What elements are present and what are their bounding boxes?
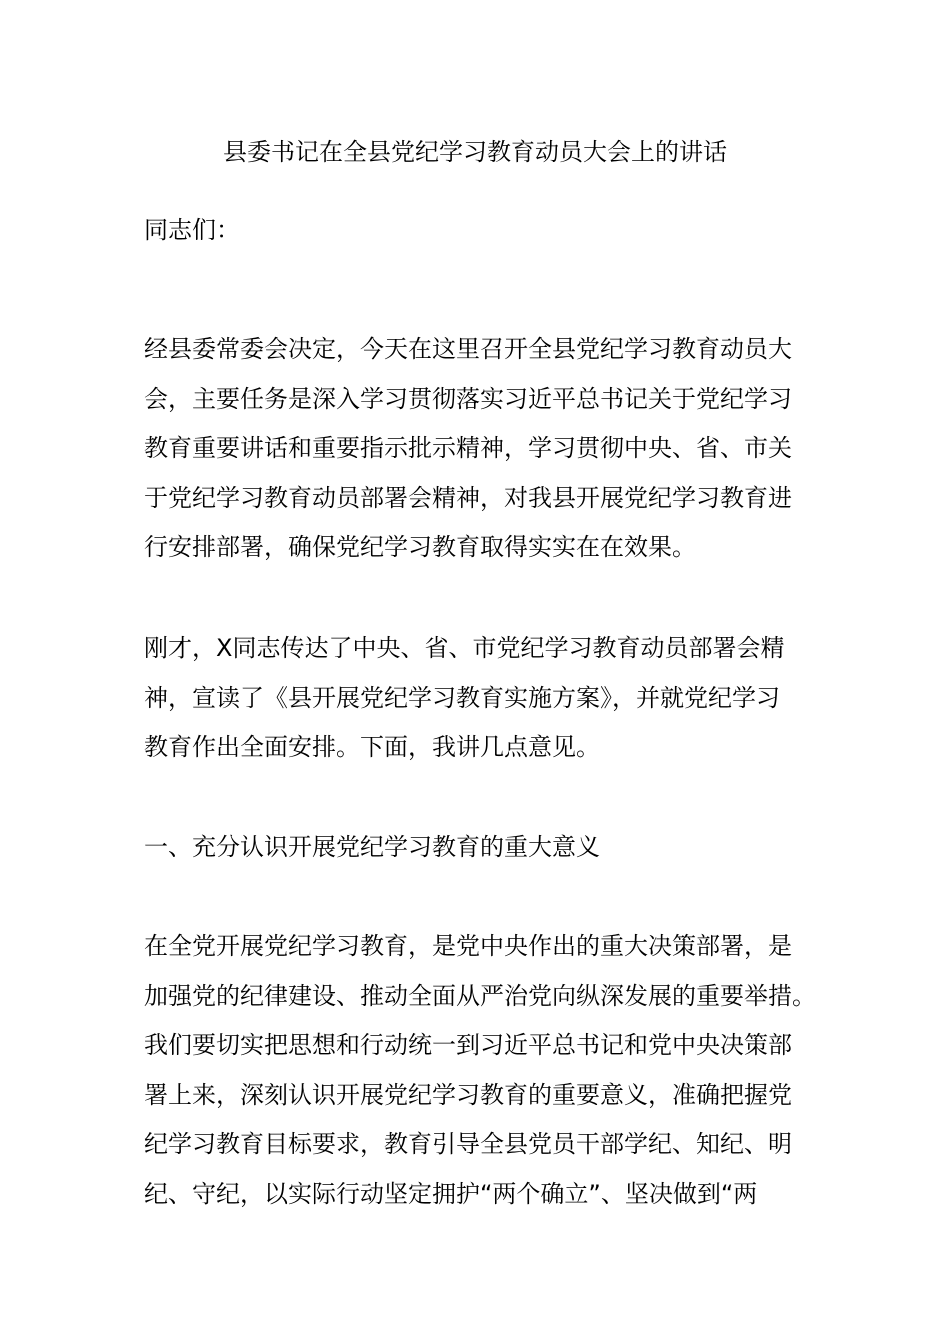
paragraph-line: 行安排部署，确保党纪学习教育取得实实在在效果。 [144,533,696,561]
paragraph-line: 我们要切实把思想和行动统一到习近平总书记和党中央决策部 [144,1031,792,1059]
paragraph-line: 于党纪学习教育动员部署会精神，对我县开展党纪学习教育进 [144,483,792,512]
paragraph-line: 会，主要任务是深入学习贯彻落实习近平总书记关于党纪学习 [144,384,792,413]
paragraph-line: 在全党开展党纪学习教育，是党中央作出的重大决策部署，是 [144,932,792,960]
paragraph-line: 刚才，X同志传达了中央、省、市党纪学习教育动员部署会精 [144,634,785,662]
paragraph-line: 加强党的纪律建设、推动全面从严治党向纵深发展的重要举措。 [144,981,816,1010]
section-heading [144,823,824,873]
paragraph-line: 神，宣读了《县开展党纪学习教育实施方案》，并就党纪学习 [144,683,780,712]
paragraph-line: 教育作出全面安排。下面，我讲几点意见。 [144,733,600,761]
paragraph-review [144,624,824,773]
paragraph-intro [144,325,824,573]
paragraph-line: 教育重要讲话和重要指示批示精神，学习贯彻中央、省、市关 [144,434,792,462]
salutation [144,206,824,256]
document-title: 县委书记在全县党纪学习教育动员大会上的讲话 [223,138,727,166]
salutation-text: 同志们： [144,216,240,244]
paragraph-line: 纪学习教育目标要求，教育引导全县党员干部学纪、知纪、明 [144,1130,792,1158]
paragraph-line: 署上来，深刻认识开展党纪学习教育的重要意义，准确把握党 [144,1080,792,1109]
section-heading-text: 一、充分认识开展党纪学习教育的重大意义 [144,833,600,861]
paragraph-line: 经县委常委会决定，今天在这里召开全县党纪学习教育动员大 [144,335,792,363]
paragraph-section-one [144,922,824,1219]
paragraph-line: 纪、守纪，以实际行动坚定拥护“两个确立”、坚决做到“两 [144,1179,758,1208]
